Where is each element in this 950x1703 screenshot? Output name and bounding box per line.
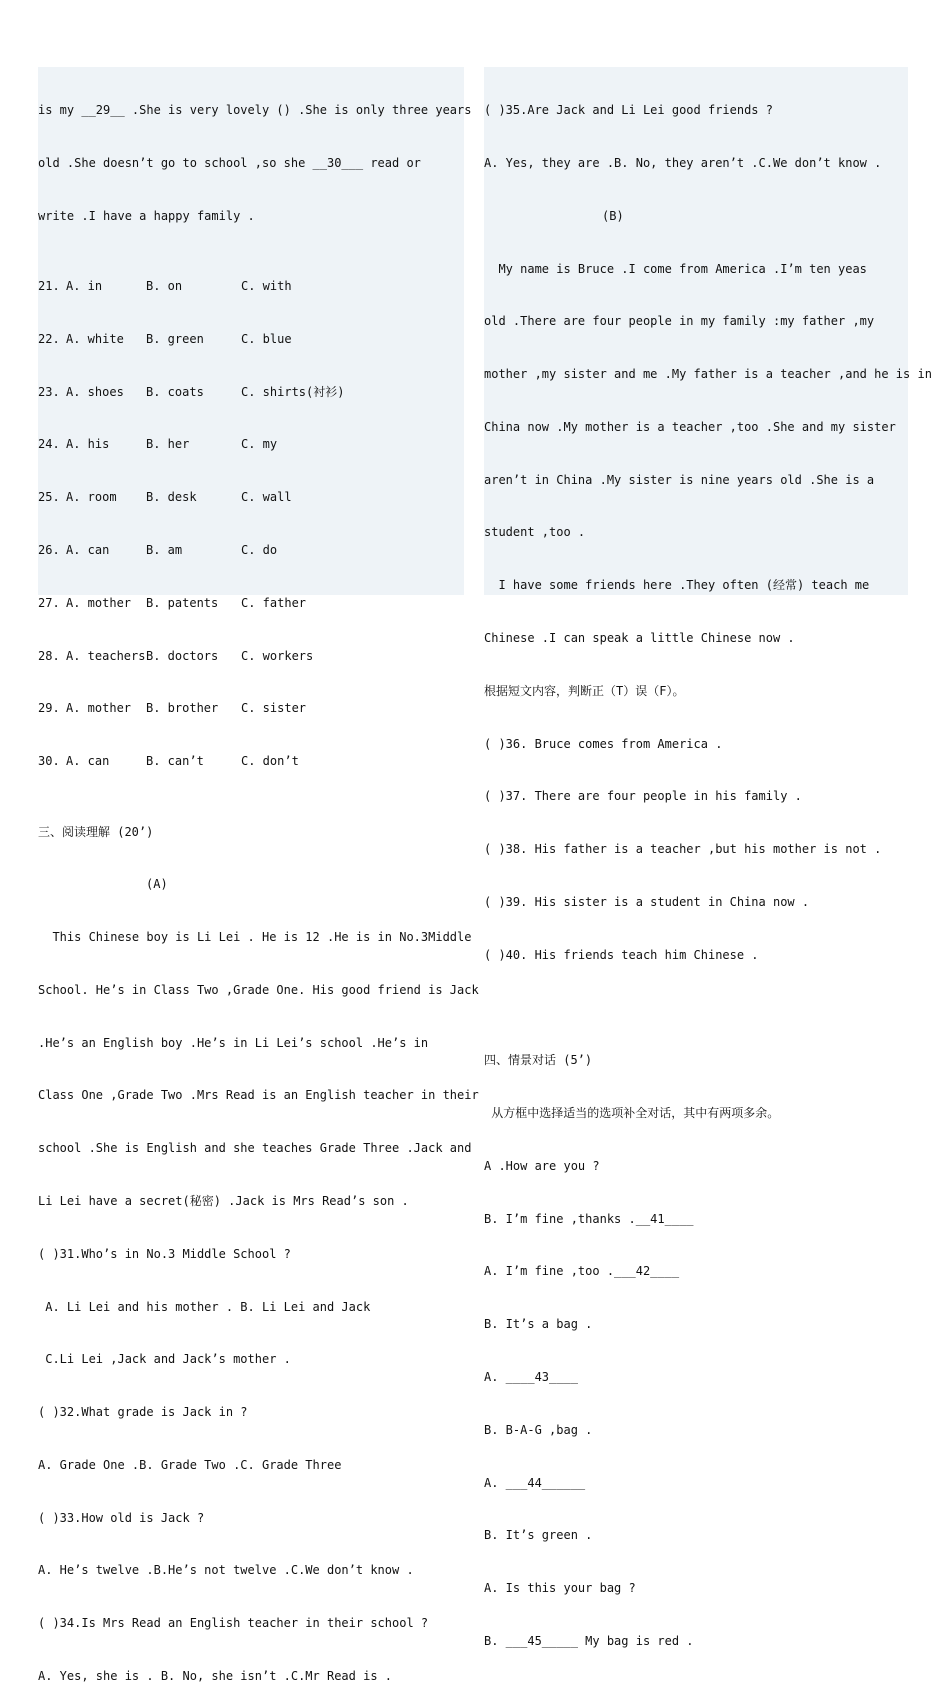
passage-line: Li Lei have a secret(秘密) .Jack is Mrs Read’s son . bbox=[38, 1194, 409, 1208]
option-row bbox=[38, 331, 464, 349]
passage-line: Chinese .I can speak a little Chinese now . bbox=[484, 631, 795, 645]
passage-label: (B) bbox=[602, 208, 624, 223]
option-a: A. mother bbox=[66, 701, 132, 716]
question-number: 22. bbox=[38, 331, 60, 346]
passage-label: (A) bbox=[146, 877, 168, 892]
dialogue-line: B. B-A-G ,bag . bbox=[484, 1422, 593, 1437]
option-b: B. desk bbox=[146, 490, 197, 505]
tf-question: ( )37. There are four people in his family . bbox=[484, 789, 802, 804]
option-row bbox=[38, 648, 464, 666]
dialogue-line: B. It’s a bag . bbox=[484, 1317, 593, 1332]
question-line: ( )31.Who’s in No.3 Middle School ? bbox=[38, 1246, 291, 1261]
question-line: A. Grade One .B. Grade Two .C. Grade Three bbox=[38, 1457, 342, 1472]
question-number: 29. bbox=[38, 701, 60, 716]
question-number: 28. bbox=[38, 648, 60, 663]
tf-question: ( )40. His friends teach him Chinese . bbox=[484, 947, 759, 962]
option-a: A. can bbox=[66, 754, 110, 769]
option-c: C. workers bbox=[241, 648, 314, 663]
option-c: C. shirts(衬衫) bbox=[241, 384, 345, 399]
option-b: B. am bbox=[146, 543, 183, 558]
question-number: 27. bbox=[38, 595, 60, 610]
option-a: A. room bbox=[66, 490, 117, 505]
option-c: C. don’t bbox=[241, 754, 299, 769]
passage-line: This Chinese boy is Li Lei . He is 12 .He is in No.3Middle bbox=[38, 930, 472, 945]
option-a: A. his bbox=[66, 437, 110, 452]
passage-line: old .She doesn’t go to school ,so she __30___ read or bbox=[38, 155, 421, 170]
passage-line: aren’t in China .My sister is nine years old .She is a bbox=[484, 472, 875, 487]
passage-line: student ,too . bbox=[484, 525, 586, 540]
question-line: C.Li Lei ,Jack and Jack’s mother . bbox=[38, 1352, 291, 1367]
dialogue-line: B. It’s green . bbox=[484, 1528, 593, 1543]
option-row bbox=[38, 700, 464, 718]
question-number: 25. bbox=[38, 490, 60, 505]
option-a: A. shoes bbox=[66, 384, 124, 399]
option-row bbox=[38, 542, 464, 560]
question-line: A. Li Lei and his mother . B. Li Lei and Jack bbox=[38, 1299, 371, 1314]
question-number: 21. bbox=[38, 279, 60, 294]
option-c: C. blue bbox=[241, 331, 292, 346]
passage-line: is my __29__ .She is very lovely () .She is only three years bbox=[38, 103, 472, 118]
passage-line: .He’s an English boy .He’s in Li Lei’s school .He’s in bbox=[38, 1035, 429, 1050]
question-number: 24. bbox=[38, 437, 60, 452]
question-line: ( )35.Are Jack and Li Lei good friends ? bbox=[484, 103, 773, 118]
question-line: ( )34.Is Mrs Read an English teacher in their school ? bbox=[38, 1616, 429, 1631]
question-number: 26. bbox=[38, 543, 60, 558]
section-heading: 四、情景对话 (5’) bbox=[484, 1053, 593, 1068]
left-column bbox=[38, 67, 479, 1684]
dialogue-line: A. ____43____ bbox=[484, 1369, 578, 1384]
dialogue-line: A .How are you ? bbox=[484, 1158, 600, 1173]
passage-line: School. He’s in Class Two ,Grade One. His good friend is Jack bbox=[38, 982, 479, 997]
right-column bbox=[484, 67, 932, 1648]
option-b: B. green bbox=[146, 331, 204, 346]
option-b: B. can’t bbox=[146, 754, 204, 769]
passage-line: mother ,my sister and me .My father is a teacher ,and he is in bbox=[484, 367, 932, 382]
question-line: ( )33.How old is Jack ? bbox=[38, 1510, 205, 1525]
passage-line: old .There are four people in my family :my father ,my bbox=[484, 314, 875, 329]
instruction: 根据短文内容，判断正（T）误（F）。 bbox=[484, 683, 685, 698]
option-b: B. coats bbox=[146, 384, 204, 399]
passage-line: school .She is English and she teaches Grade Three .Jack and bbox=[38, 1141, 472, 1156]
option-row bbox=[38, 384, 464, 402]
question-line: A. Yes, she is . B. No, she isn’t .C.Mr Read is . bbox=[38, 1669, 393, 1684]
option-a: A. mother bbox=[66, 595, 132, 610]
option-b: B. patents bbox=[146, 595, 219, 610]
option-c: C. my bbox=[241, 437, 278, 452]
passage-line: write .I have a happy family . bbox=[38, 208, 255, 223]
option-c: C. father bbox=[241, 595, 307, 610]
blank-line bbox=[484, 999, 908, 1017]
passage-line: Class One ,Grade Two .Mrs Read is an English teacher in their bbox=[38, 1088, 479, 1103]
option-row bbox=[38, 595, 464, 613]
option-a: A. white bbox=[66, 331, 124, 346]
passage-line: China now .My mother is a teacher ,too .She and my sister bbox=[484, 419, 896, 434]
dialogue-line: A. I’m fine ,too .___42____ bbox=[484, 1264, 680, 1279]
option-row bbox=[38, 436, 464, 454]
passage-line: My name is Bruce .I come from America .I’m ten yeas bbox=[484, 261, 867, 276]
question-number: 23. bbox=[38, 384, 60, 399]
option-b: B. doctors bbox=[146, 648, 219, 663]
section-heading: 三、阅读理解 (20’) bbox=[38, 824, 154, 839]
dialogue-line: A. ___44______ bbox=[484, 1475, 586, 1490]
option-b: B. her bbox=[146, 437, 190, 452]
option-row bbox=[38, 753, 464, 771]
tf-question: ( )36. Bruce comes from America . bbox=[484, 736, 723, 751]
option-a: A. can bbox=[66, 543, 110, 558]
tf-question: ( )38. His father is a teacher ,but his mother is not . bbox=[484, 842, 882, 857]
question-line: A. He’s twelve .B.He’s not twelve .C.We don’t know . bbox=[38, 1563, 414, 1578]
dialogue-line: B. I’m fine ,thanks .__41____ bbox=[484, 1211, 694, 1226]
question-line: ( )32.What grade is Jack in ? bbox=[38, 1405, 248, 1420]
tf-question: ( )39. His sister is a student in China now . bbox=[484, 894, 810, 909]
dialogue-line: B. ___45_____ My bag is red . bbox=[484, 1633, 694, 1648]
option-c: C. wall bbox=[241, 490, 292, 505]
option-a: A. teachers bbox=[66, 648, 146, 663]
question-line: A. Yes, they are .B. No, they aren’t .C.We don’t know . bbox=[484, 155, 882, 170]
question-number: 30. bbox=[38, 754, 60, 769]
option-c: C. sister bbox=[241, 701, 307, 716]
option-c: C. with bbox=[241, 279, 292, 294]
dialogue-line: A. Is this your bag ? bbox=[484, 1581, 636, 1596]
option-c: C. do bbox=[241, 543, 278, 558]
instruction: 从方框中选择适当的选项补全对话，其中有两项多余。 bbox=[484, 1106, 780, 1121]
option-b: B. brother bbox=[146, 701, 219, 716]
option-b: B. on bbox=[146, 279, 183, 294]
passage-line: I have some friends here .They often (经常) teach me bbox=[484, 578, 870, 593]
option-row bbox=[38, 278, 464, 296]
option-row bbox=[38, 489, 464, 507]
option-a: A. in bbox=[66, 279, 103, 294]
